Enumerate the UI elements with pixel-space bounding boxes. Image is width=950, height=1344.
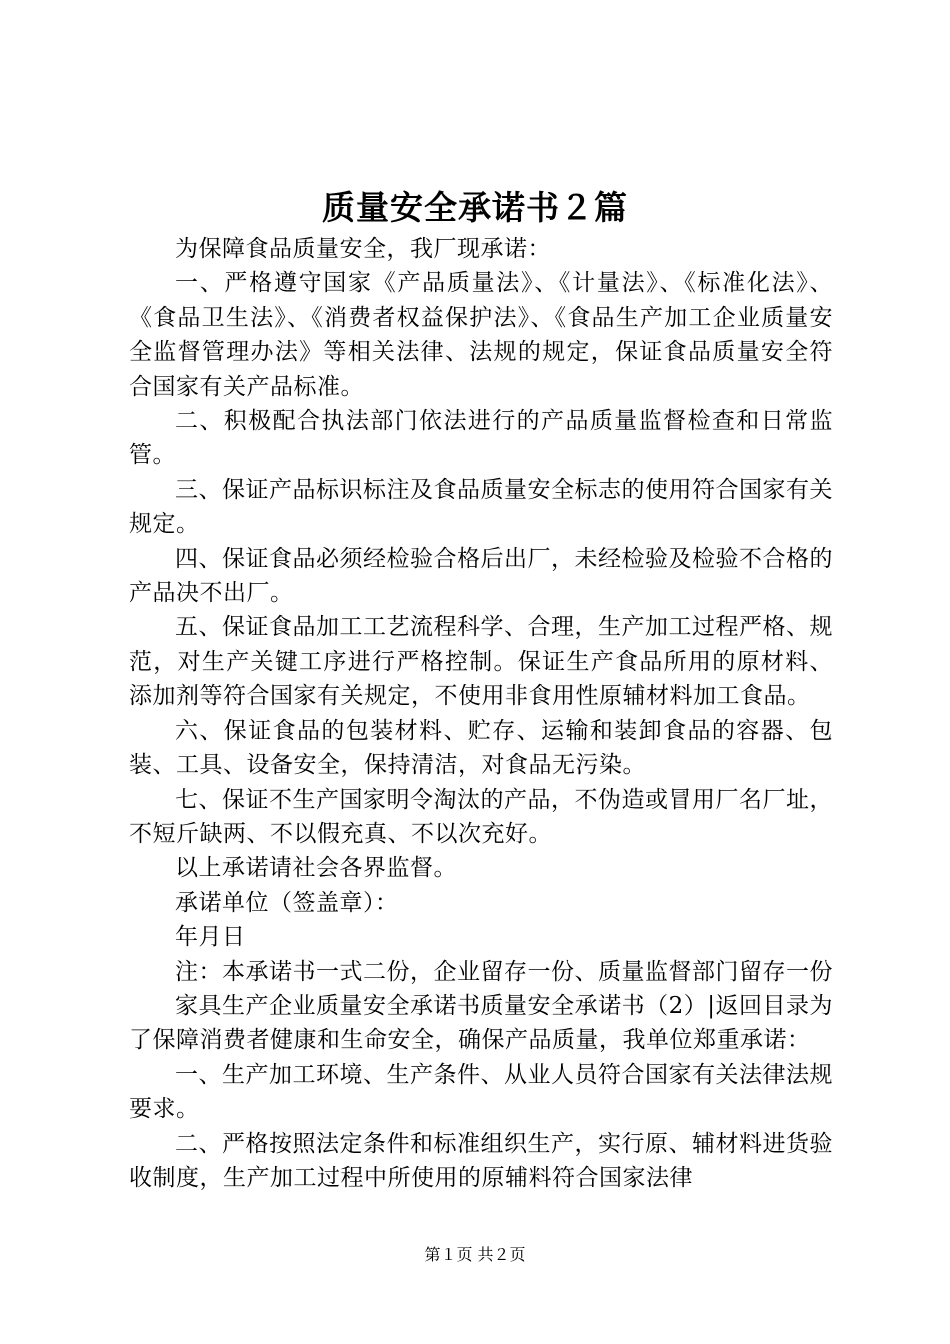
- document-body: [129, 232, 833, 1195]
- paragraph: 家具生产企业质量安全承诺书质量安全承诺书（2）|返回目录为了保障消费者健康和生命安全，确保产品质量，我单位郑重承诺：: [129, 992, 833, 1054]
- paragraph: 五、保证食品加工工艺流程科学、合理，生产加工过程严格、规范，对生产关键工序进行严格控制。保证生产食品所用的原材料、添加剂等符合国家有关规定，不使用非食用性原辅材料加工食品。: [129, 614, 833, 710]
- paragraph: 二、严格按照法定条件和标准组织生产，实行原、辅材料进货验收制度，生产加工过程中所使用的原辅料符合国家法律: [129, 1130, 833, 1191]
- paragraph: 四、保证食品必须经检验合格后出厂，未经检验及检验不合格的产品决不出厂。: [129, 545, 833, 607]
- paragraph: 注：本承诺书一式二份，企业留存一份、质量监督部门留存一份: [175, 958, 833, 985]
- paragraph: 承诺单位（签盖章）：: [175, 889, 399, 916]
- page-footer: 第１页 共２页: [424, 1245, 526, 1264]
- paragraph: 六、保证食品的包装材料、贮存、运输和装卸食品的容器、包装、工具、设备安全，保持清洁，对食品无污染。: [129, 717, 833, 779]
- paragraph: 七、保证不生产国家明令淘汰的产品，不伪造或冒用厂名厂址，不短斤缺两、不以假充真、不以次充好。: [129, 786, 833, 847]
- paragraph: 一、生产加工环境、生产条件、从业人员符合国家有关法律法规要求。: [129, 1061, 833, 1123]
- paragraph: 年月日: [175, 924, 246, 951]
- document-title: 质量安全承诺书２篇: [322, 188, 628, 227]
- paragraph: 以上承诺请社会各界监督。: [175, 855, 457, 882]
- paragraph: 三、保证产品标识标注及食品质量安全标志的使用符合国家有关规定。: [129, 476, 833, 538]
- paragraph: 二、积极配合执法部门依法进行的产品质量监督检查和日常监管。: [129, 408, 833, 469]
- paragraph: 一、严格遵守国家《产品质量法》、《计量法》、《标准化法》、《食品卫生法》、《消费者权益保护法》、《食品生产加工企业质量安全监督管理办法》等相关法律、法规的规定，保证食品质量安全符合国家有关产品标准。: [129, 270, 833, 400]
- paragraph: 为保障食品质量安全，我厂现承诺：: [175, 236, 551, 262]
